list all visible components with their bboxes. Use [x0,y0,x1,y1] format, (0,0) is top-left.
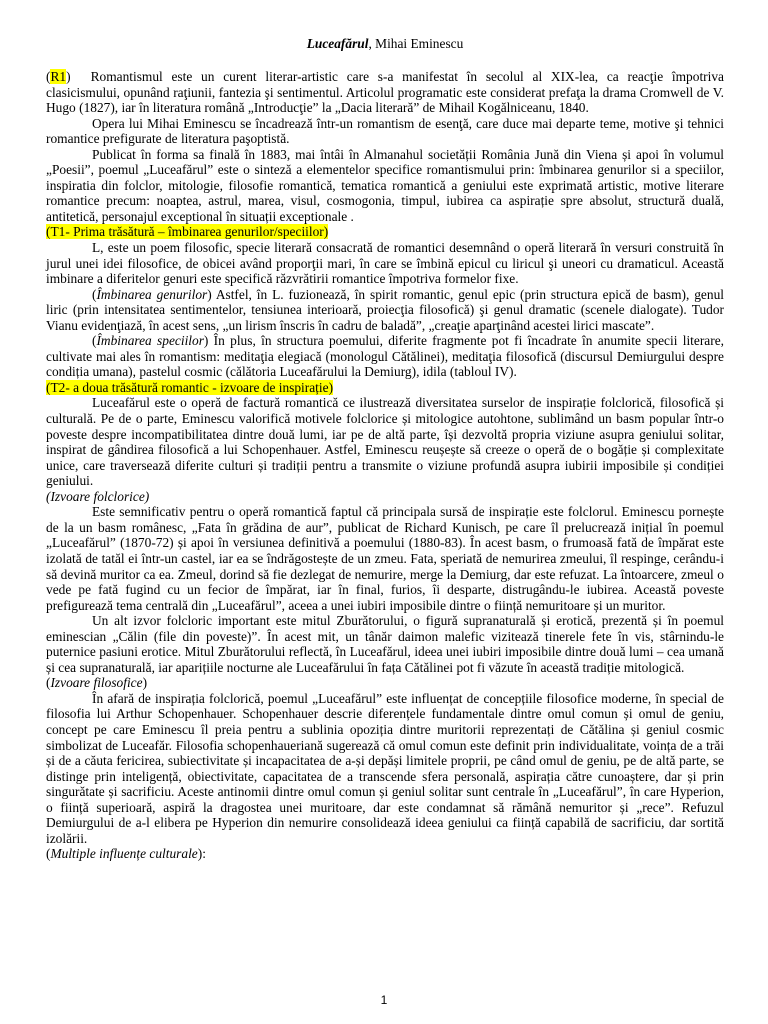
genuri-paren: ( [92,286,97,302]
intro-text-1: Romantismul este un curent literar-artistic care s-a manifestat în secolul al XIX-lea, ca reacţie împotriva clasicismului, opunând raţiunii, fantezia şi sentimentul. Articolul programatic este considerat prefaţa la drama Cromwell de V. Hugo (1827), iar în literatura română „Introducţie” la „Dacia literară” de Mihail Kogălniceanu, 1840. [46,69,724,116]
t1-paragraph-1: L, este un poem filosofic, specie literară consacrată de romantici desemnând o operă literară în versuri construită în jurul unei idei filosofice, de obicei având proporţii mari, în care se îmbină epicul cu liricul şi uneori cu dramaticul. Această imbinare a diferitelor genuri este specifică răzvrătirii romantice împotriva formelor fixe. [46,240,724,287]
specii-label: Îmbinarea speciilor [96,333,204,349]
filosofice-subheading [46,675,724,691]
t2-heading [46,380,724,396]
author-name: Mihai Eminescu [375,36,464,51]
genuri-label: Îmbinarea genurilor [96,286,208,302]
t1-heading [46,224,724,240]
t2-paragraph-1: Luceafărul este o operă de factură romantică ce ilustrează diversitatea surselor de inspirație folclorică, filosofică și culturală. Pe de o parte, Eminescu valorifică motivele folclorice și mitologice autohtone, sublimând un basm popular într-o poveste despre incompatibilitatea dintre două lumi, iar pe de altă parte, își dezvoltă propria viziune asupra geniului solitar, inspirat de gândirea filosofică a lui Schopenhauer. Astfel, Eminescu reușește să creeze o operă de o bogăție și complexitate unice, care traversează diferite culturi și tradiții pentru a transmite o viziune profundă asupra iubirii imposibile și condiției geniului. [46,395,724,489]
genuri-text: ) Astfel, în L. fuzionează, în spirit romantic, genul epic (prin structura epică de basm), genul liric (prin intensitatea sentimentelor, tensiunea interioară, proiecţia filosofică) şi genul dramatic (scenele dialogate). Tudor Vianu evidenţiază, în acest sens, „un lirism înscris în cadru de baladă”, „creaţie aparţinând acestei lirici mascate”. [46,286,724,333]
t2-paragraph-4: În afară de inspirația folclorică, poemul „Luceafărul” este influențat de concepțiile filosofice moderne, în special de filosofia lui Arthur Schopenhauer. Schopenhauer descrie diferențele fundamentale dintre omul comun și omul de geniu, concept pe care Eminescu îl preia pentru a sublinia opoziția dintre muritorii reprezentați de Cătălina și geniul cosmic simbolizat de Luceafăr. Filosofia schopenhaueriană sugerează că omul comun este definit prin individualitate, voința de a trăi și de a căuta fericirea, subiectivitate și incapacitatea de a-și depăși limitele proprii, pe când omul de geniu, pe de altă parte, se distinge prin inteligență, obiectivitate, capacitatea de a transcende sfera personală, aspirația către cunoaștere, dar și prin singurătate și sacrificiu. Aceste antinomii dintre omul comun și geniul solitar sunt centrale în „Luceafărul”, în care Hyperion, o ființă superioară, aspiră la dragostea unei muritoare, dar este condamnat să rămână nemuritor și „rece”. Refuzul Demiurgului de a-l elibera pe Hyperion din nemurire consolidează ideea geniului ca ființă capabilă de sacrificiu, dar sortită izolării. [46,690,724,846]
folclorice-subheading [46,489,724,505]
page-number: 1 [380,993,388,1007]
filosofice-paren-open: ( [46,675,51,691]
document-body [46,69,724,862]
marker-paren-open: ( [46,69,51,84]
filosofice-label: Izvoare filosofice [50,675,143,691]
multiple-label: Multiple influențe culturale [50,846,198,862]
multiple-paren-open: ( [46,846,51,862]
t2-paragraph-3: Un alt izvor folcloric important este mitul Zburătorului, o figură supranaturală și erotică, prezentă și în poemul eminescian „Călin (file din poveste)”. În acest mit, un tânăr daimon malefic vizitează tinerele fete în vis, stârnindu-le puternice pasiuni erotice. Mitul Zburătorului reflectă, în Luceafărul, ideea unei iubiri imposibile dintre două lumi – cea umană și cea supranaturală, iar aparițiile nocturne ale Luceafărului în fața Cătălinei pot fi văzute în această tradiție mitologică. [46,613,724,675]
title-separator: , [368,36,376,51]
folclorice-label: (Izvoare folclorice) [46,488,150,504]
intro-paragraph-3: Publicat în forma sa finală în 1883, mai întâi în Almanahul societății România Jună din Viena și apoi în volumul „Poesii”, poemul „Luceafărul” este o sinteză a elementelor specifice romantismului prin: îmbinarea genurilor si a speciilor, inspiratia din folclor, mitologie, filosofie romantică, tematica romantică a geniului este exprimată artistic, motive literare romantice precum: noaptea, astrul, marea, visul, cosmogonia, timpul, iubirea ca aspirație spre absolut, structură duală, antitetică, personajul exceptional în situații exceptionale . [46,146,724,224]
marker-paren-close: ) [66,69,71,84]
t2-heading-text: (T2- a doua trăsătură romantic - izvoare de inspirație) [46,379,334,395]
t2-paragraph-2: Este semnificativ pentru o operă romantică faptul că principala sursă de inspirație este folclorul. Eminescu pornește de la un basm românesc, „Fata în grădina de aur”, publicat de Richard Kunisch, pe care îl prelucrează inițial în poemul „Luceafărul” (1870-72) și apoi în versiunea definitivă a poemului (1880-83). În acest basm, o frumoasă fată de împărat este izolată de tatăl ei într-un castel, iar ea se îndrăgostește de un zmeu. Fata, speriată de nemurirea zmeului, îl respinge, cerându-i să devină muritor ca ea. Zmeul, dorind să fie dezlegat de nemurire, merge la Demiurg, dar este refuzat. La întoarcere, zmeul o vede pe fată fugind cu un fecior de împărat, iar în final, furios, îi desparte, distrugându-le iubirea. Această poveste prefigurează tema centrală din „Luceafărul”, aceea a unei iubiri imposibile dintre o ființă nemuritoare și un muritor. [46,504,724,613]
intro-paragraph-1 [46,69,724,116]
t1-heading-text: (T1- Prima trăsătură – îmbinarea genurilor/speciilor) [46,224,329,240]
intro-paragraph-2: Opera lui Mihai Eminescu se încadrează într-un romantism de esenţă, care duce mai departe teme, motive şi tehnici romantice prefigurate de literatura paşoptistă. [46,115,724,147]
t1-specii-paragraph [46,333,724,380]
specii-paren: ( [92,333,97,349]
work-title: Luceafărul [306,36,369,51]
multiple-paren-close: ): [197,846,206,862]
specii-text: ) În plus, în structura poemului, diferite fragmente pot fi încadrate în anumite specii literare, cultivate mai ales în romantism: meditaţia elegiacă (monologul Cătălinei), meditaţia filosofică (discursul Demiurgului despre condiția umana), pastelul cosmic (călătoria Luceafărului la Demiurg), idila (tabloul IV). [46,333,724,380]
t1-genuri-paragraph [46,287,724,334]
r1-marker: R1 [50,69,67,84]
multiple-subheading [46,846,724,862]
filosofice-paren-close: ) [142,675,148,691]
page-title [46,36,724,52]
